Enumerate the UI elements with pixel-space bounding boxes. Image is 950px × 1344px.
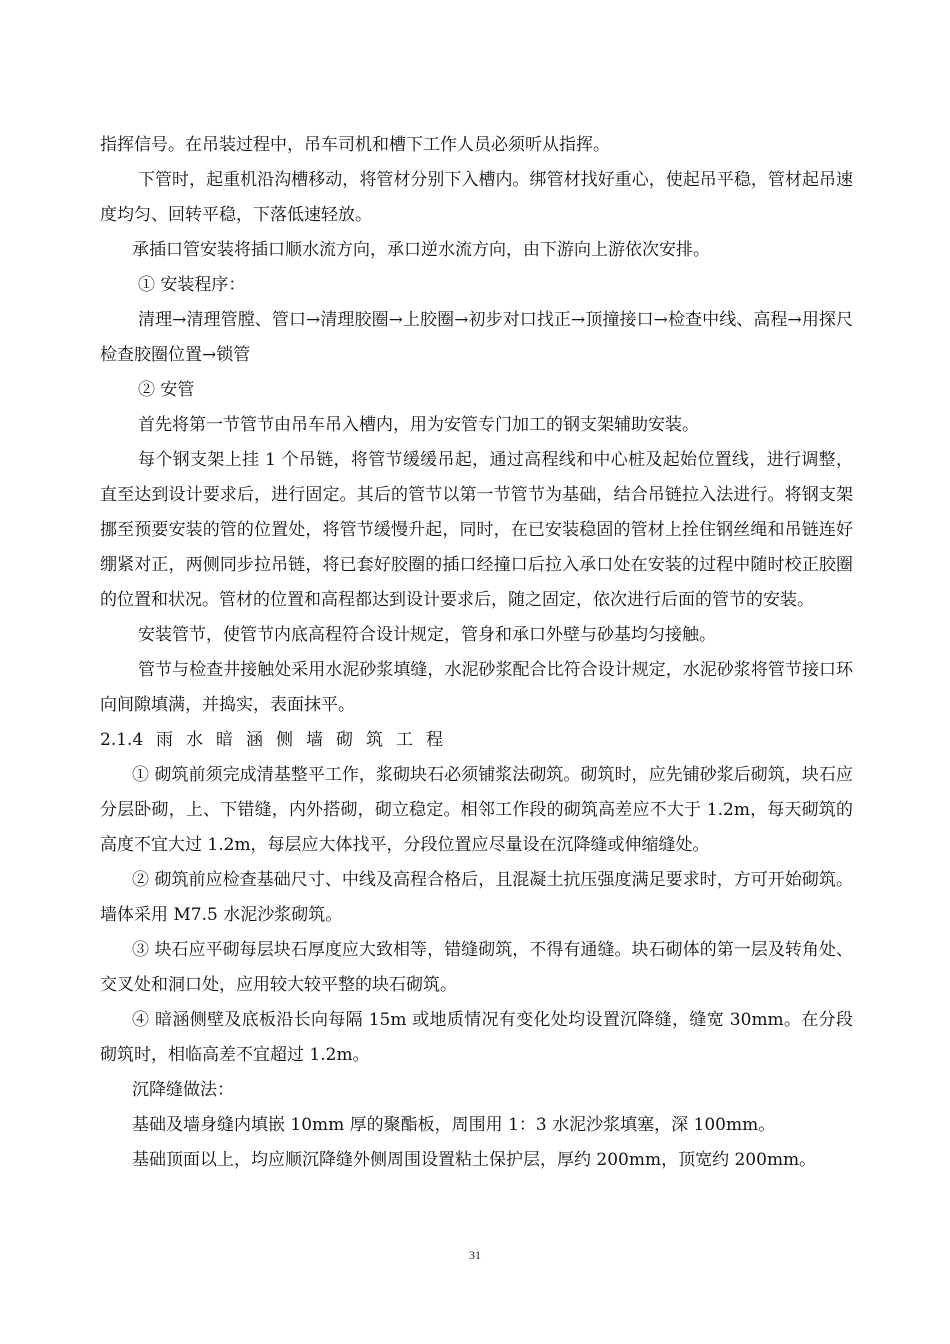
section-heading — [100, 723, 853, 758]
paragraph-mortar-fill: 管节与检查井接触处采用水泥砂浆填缝，水泥砂浆配合比符合设计规定，水泥砂浆将管节接口环向间隙填满，并捣实，表面抹平。 — [100, 660, 853, 715]
paragraph-2: 下管时，起重机沿沟槽移动，将管材分别下入槽内。绑管材找好重心，使起吊平稳，管材起吊速度均匀、回转平稳，下落低速轻放。 — [100, 170, 853, 225]
paragraph-first-pipe: 首先将第一节管节由吊车吊入槽内，用为安管专门加工的钢支架辅助安装。 — [138, 415, 699, 435]
paragraph-masonry-4: ④ 暗涵侧壁及底板沿长向每隔 15m 或地质情况有变化处均设置沉降缝，缝宽 30mm。在分段砌筑时，相临高差不宜超过 1.2m。 — [100, 1010, 853, 1065]
paragraph-1: 指挥信号。在吊装过程中，吊车司机和槽下工作人员必须听从指挥。 — [100, 135, 610, 155]
paragraph-install-procedure-heading: ① 安装程序： — [138, 275, 246, 295]
document-body — [100, 128, 853, 1178]
paragraph-pipe-laying-heading: ② 安管 — [138, 380, 195, 400]
paragraph-chain-hoist: 每个钢支架上挂 1 个吊链，将管节缓缓吊起，通过高程线和中心桩及起始位置线，进行调整，直至达到设计要求后，进行固定。其后的管节以第一节管节为基础，结合吊链拉入法进行。将钢支架挪至预要安装的管的位置处，将管节缓慢升起，同时，在已安装稳固的管材上拴住钢丝绳和吊链连好绷紧对正，两侧同步拉吊链，将已套好胶圈的插口经撞口后拉入承口处在安装的过程中随时校正胶圈的位置和状况。管材的位置和高程都达到设计要求后，随之固定，依次进行后面的管节的安装。 — [100, 450, 853, 610]
section-title: 雨水暗涵侧墙砌筑工程 — [156, 730, 456, 750]
paragraph-masonry-2: ② 砌筑前应检查基础尺寸、中线及高程合格后，且混凝土抗压强度满足要求时，方可开始砌筑。墙体采用 M7.5 水泥沙浆砌筑。 — [100, 870, 853, 925]
paragraph-settlement-joint-fill: 基础及墙身缝内填嵌 10mm 厚的聚酯板，周围用 1：3 水泥沙浆填塞，深 100mm。 — [132, 1115, 776, 1135]
paragraph-3: 承插口管安装将插口顺水流方向，承口逆水流方向，由下游向上游依次安排。 — [132, 240, 710, 260]
paragraph-settlement-joint-protect: 基础顶面以上，均应顺沉降缝外侧周围设置粘土保护层，厚约 200mm，顶宽约 200mm。 — [132, 1150, 817, 1170]
paragraph-masonry-3: ③ 块石应平砌每层块石厚度应大致相等，错缝砌筑，不得有通缝。块石砌体的第一层及转角处、交叉处和洞口处，应用较大较平整的块石砌筑。 — [100, 940, 853, 995]
section-number: 2.1.4 — [100, 730, 144, 750]
paragraph-pipe-install: 安装管节，使管节内底高程符合设计规定，管身和承口外壁与砂基均匀接触。 — [138, 625, 716, 645]
paragraph-install-procedure: 清理→清理管膛、管口→清理胶圈→上胶圈→初步对口找正→顶撞接口→检查中线、高程→用探尺检查胶圈位置→锁管 — [100, 310, 853, 365]
paragraph-settlement-joint-heading: 沉降缝做法： — [132, 1080, 234, 1100]
paragraph-masonry-1: ① 砌筑前须完成清基整平工作，浆砌块石必须铺浆法砌筑。砌筑时，应先铺砂浆后砌筑，块石应分层卧砌，上、下错缝，内外搭砌，砌立稳定。相邻工作段的砌筑高差应不大于 1.2m，每天砌筑的高度不宜大过 1.2m，每层应大体找平，分段位置应尽量设在沉降缝或伸缩缝处。 — [100, 765, 853, 855]
page-number: 31 — [469, 1248, 481, 1262]
